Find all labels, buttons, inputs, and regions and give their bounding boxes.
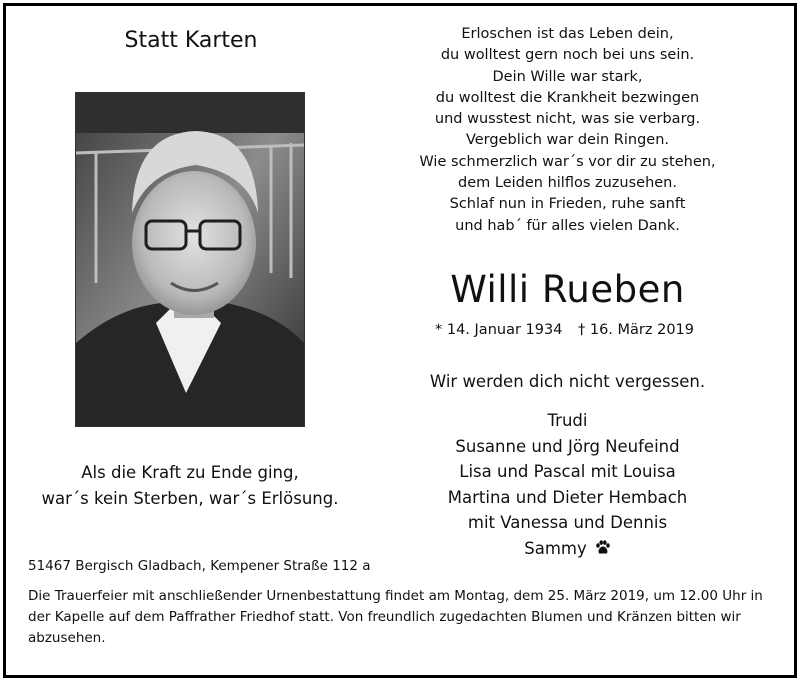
poem-line: und wusstest nicht, was sie verbarg. bbox=[434, 111, 701, 128]
mourner-name: Martina und Dieter Hembach bbox=[447, 487, 688, 507]
death-date: † 16. März 2019 bbox=[578, 322, 695, 338]
funeral-information: Die Trauerfeier mit anschließender Urnenbestattung findet am Montag, dem 25. März 2019, um 12.00 Uhr in der Kapelle auf dem Paffrather Friedhof statt. Von freundlich zugedachten Blumen und Kränzen bitten wir abzusehen. bbox=[28, 588, 763, 646]
poem-line: du wolltest gern noch bei uns sein. bbox=[440, 47, 695, 64]
family-address: 51467 Bergisch Gladbach, Kempener Straße 112 a bbox=[28, 558, 371, 574]
mourners-list bbox=[395, 408, 740, 562]
memorial-poem bbox=[395, 24, 740, 237]
remembrance-line: Wir werden dich nicht vergessen. bbox=[429, 372, 706, 391]
poem-line: Dein Wille war stark, bbox=[492, 68, 643, 85]
poem-line: Wie schmerzlich war´s vor dir zu stehen, bbox=[419, 153, 716, 170]
poem-line: und hab´ für alles vielen Dank. bbox=[455, 217, 680, 234]
paw-print-icon bbox=[595, 537, 611, 563]
birth-date: * 14. Januar 1934 bbox=[435, 322, 563, 338]
quote-line: war´s kein Sterben, war´s Erlösung. bbox=[41, 489, 339, 508]
mourner-name: Susanne und Jörg Neufeind bbox=[455, 436, 680, 456]
portrait-photo bbox=[75, 92, 305, 427]
quote-line: Als die Kraft zu Ende ging, bbox=[81, 463, 299, 482]
poem-line: du wolltest die Krankheit bezwingen bbox=[435, 89, 700, 106]
mourner-name: Sammy bbox=[524, 538, 587, 558]
mourner-name: Trudi bbox=[547, 411, 588, 430]
notice-heading: Statt Karten bbox=[124, 28, 258, 53]
mourner-pet-row bbox=[395, 536, 740, 563]
poem-line: dem Leiden hilflos zuzusehen. bbox=[458, 175, 677, 192]
poem-line: Vergeblich war dein Ringen. bbox=[465, 132, 670, 149]
poem-line: Erloschen ist das Leben dein, bbox=[461, 26, 674, 42]
mourner-name: Lisa und Pascal mit Louisa bbox=[459, 462, 676, 481]
memorial-quote bbox=[30, 460, 350, 512]
deceased-name: Willi Rueben bbox=[450, 268, 685, 311]
mourner-name: mit Vanessa und Dennis bbox=[467, 513, 668, 532]
poem-line: Schlaf nun in Frieden, ruhe sanft bbox=[449, 196, 686, 213]
